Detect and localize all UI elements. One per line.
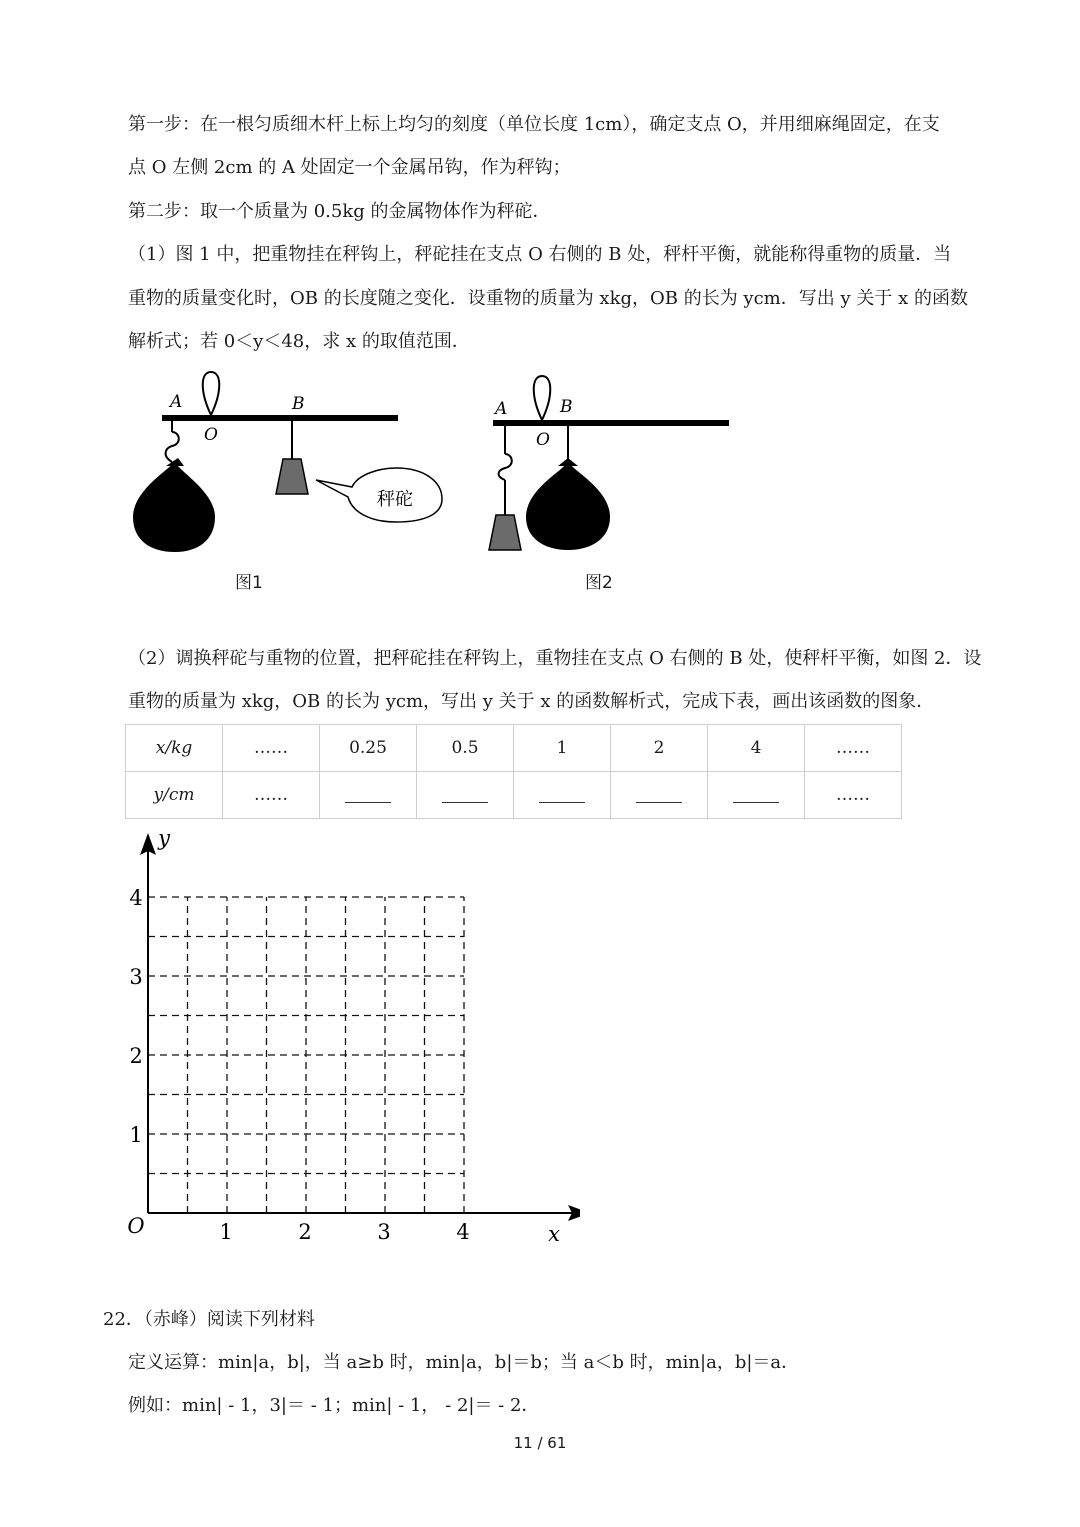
table-cell-blank[interactable] [708, 772, 805, 819]
table-cell-x: 0.5 [417, 725, 514, 772]
answer-blank [345, 788, 391, 803]
table-cell-blank[interactable] [320, 772, 417, 819]
table-header-x: x/kg [126, 725, 223, 772]
fig1-weight-bag [133, 462, 215, 552]
y-axis-label: y [158, 828, 170, 850]
y-tick-label: 1 [129, 1123, 143, 1147]
problem22-definition: 定义运算：min|a，b|，当 a≥b 时，min|a，b|＝b；当 a＜b 时，min|a，b|＝a． [128, 1352, 800, 1373]
question1-line2: 重物的质量变化时，OB 的长度随之变化．设重物的质量为 xkg，OB 的长为 ycm．写出 y 关于 x 的函数 [128, 288, 968, 309]
answer-blank [733, 788, 779, 803]
table-cell-blank[interactable] [514, 772, 611, 819]
x-tick-label: 4 [456, 1220, 470, 1244]
x-tick-label: 3 [377, 1220, 391, 1244]
fig1-rod [162, 415, 398, 421]
fig2-bag-knot [558, 458, 578, 466]
grid-lines [148, 897, 464, 1213]
figure-2-caption: 图2 [585, 573, 613, 593]
figure-1 [133, 372, 442, 552]
coordinate-grid[interactable] [110, 828, 580, 1258]
fig2-counterweight [489, 515, 521, 550]
problem22-title: 22．（赤峰）阅读下列材料 [103, 1309, 315, 1330]
fig2-label-A: A [495, 399, 508, 419]
table-cell-ellipsis: …… [805, 772, 902, 819]
tick-labels [127, 828, 560, 1246]
table-cell-x: 0.25 [320, 725, 417, 772]
x-axis-label: x [548, 1222, 560, 1246]
step1-line1: 第一步：在一根匀质细木杆上标上均匀的刻度（单位长度 1cm），确定支点 O，并用细麻绳固定，在支 [128, 114, 940, 135]
y-tick-label: 3 [129, 965, 143, 989]
answer-blank [539, 788, 585, 803]
table-cell-blank[interactable] [417, 772, 514, 819]
fig1-label-O: O [204, 425, 218, 445]
step1-line2: 点 O 左侧 2cm 的 A 处固定一个金属吊钩，作为秤钩； [128, 157, 571, 178]
fig1-label-B: B [292, 394, 305, 414]
fig1-rope-loop [203, 372, 220, 415]
table-cell-blank[interactable] [611, 772, 708, 819]
table-header-y: y/cm [126, 772, 223, 819]
table-cell-ellipsis: …… [805, 725, 902, 772]
fig1-label-A: A [170, 392, 183, 412]
axes [140, 833, 580, 1221]
answer-blank [636, 788, 682, 803]
question1-line3: 解析式；若 0＜y＜48，求 x 的取值范围． [128, 331, 470, 352]
steelyard-figures [120, 362, 760, 562]
table-cell-x: 2 [611, 725, 708, 772]
figure-1-caption: 图1 [235, 573, 263, 593]
fig1-counterweight [276, 459, 308, 494]
fig1-hook [166, 432, 179, 462]
page-number: 11 / 61 [513, 1434, 567, 1452]
question2-line2: 重物的质量为 xkg，OB 的长为 ycm，写出 y 关于 x 的函数解析式，完成下表，画出该函数的图象． [128, 691, 935, 712]
table-cell-x: 1 [514, 725, 611, 772]
figure-2 [489, 376, 729, 550]
fig2-label-B: B [560, 397, 573, 417]
y-tick-label: 2 [129, 1044, 143, 1068]
fig2-rope-loop [534, 376, 551, 420]
fig2-weight-bag [526, 462, 610, 550]
fig2-rod [493, 420, 729, 426]
x-tick-label: 2 [298, 1220, 312, 1244]
origin-label: O [127, 1214, 145, 1238]
step2-text: 第二步：取一个质量为 0.5kg 的金属物体作为秤砣． [128, 201, 551, 222]
question2-line1: （2）调换秤砣与重物的位置，把秤砣挂在秤钩上，重物挂在支点 O 右侧的 B 处，使秤杆平衡，如图 2．设 [128, 648, 982, 669]
fig1-callout-text: 秤砣 [377, 489, 413, 510]
table-row-y [126, 772, 902, 819]
table-cell-ellipsis: …… [223, 772, 320, 819]
x-tick-label: 1 [219, 1220, 233, 1244]
y-tick-label: 4 [129, 886, 143, 910]
xy-table [125, 724, 902, 819]
question1-line1: （1）图 1 中，把重物挂在秤钩上，秤砣挂在支点 O 右侧的 B 处，秤杆平衡，就能称得重物的质量．当 [128, 244, 952, 265]
answer-blank [442, 788, 488, 803]
table-row-x [126, 725, 902, 772]
fig2-label-O: O [536, 430, 550, 450]
table-cell-x: 4 [708, 725, 805, 772]
problem22-example: 例如：min| - 1，3|＝ - 1；min| - 1， - 2|＝ - 2． [128, 1395, 540, 1416]
fig2-hook [499, 454, 512, 480]
table-cell-ellipsis: …… [223, 725, 320, 772]
